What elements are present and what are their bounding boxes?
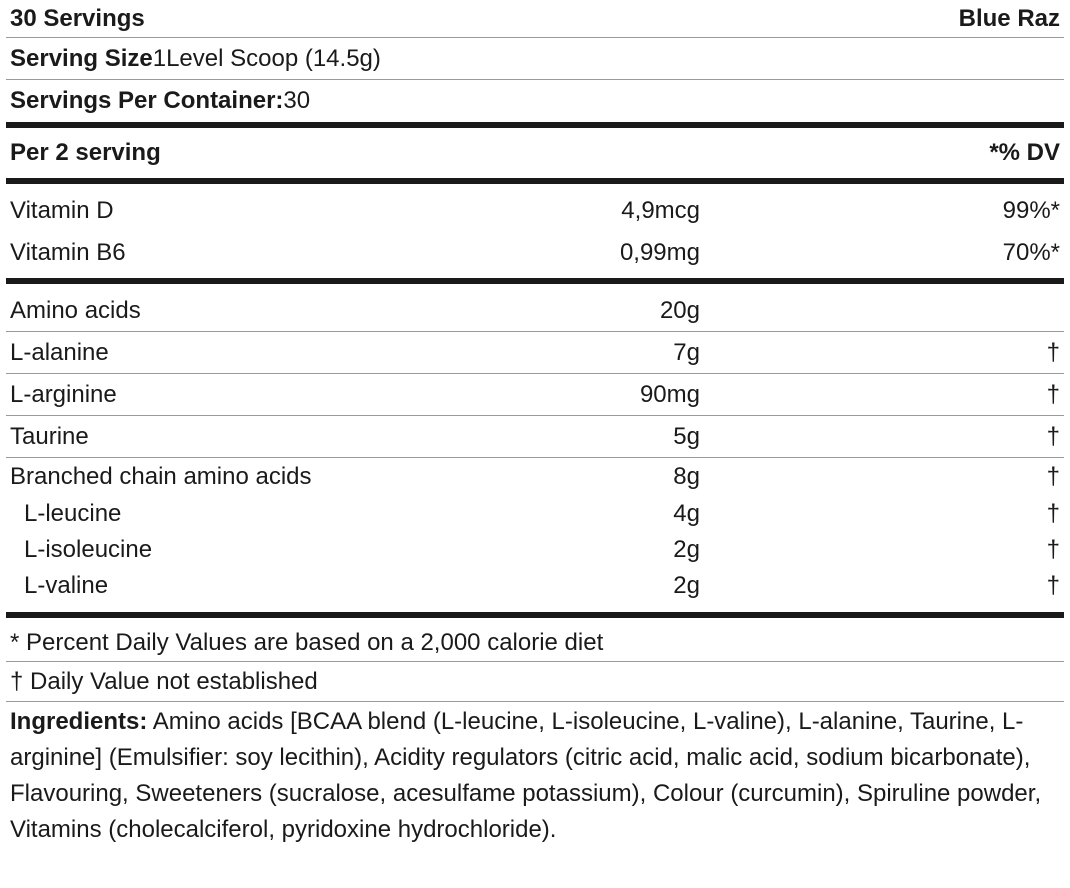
- ingredients-text: Amino acids [BCAA blend (L-leucine, L-isoleucine, L-valine), L-alanine, Taurine, L-arginine] (Emulsifier: soy lecithin), Acidity regulators (citric acid, malic acid, sodium bicarbonate), Flavouring, Sweeteners (sucralose, acesulfame potassium), Colour (curcumin), Spiruline powder, Vitamins (cholecalciferol, pyridoxine hydrochloride).: [10, 708, 1042, 843]
- nutrient-dv: 99%*: [1002, 197, 1060, 224]
- servings-count: 30 Servings: [10, 4, 145, 32]
- amino-row: [6, 496, 1064, 532]
- amino-row: [6, 332, 1064, 374]
- nutrient-name: Amino acids: [10, 296, 141, 324]
- footnote-dagger-text: † Daily Value not established: [10, 667, 318, 695]
- footnote-percent-text: * Percent Daily Values are based on a 2,000 calorie diet: [10, 628, 604, 656]
- nutrient-amount: 5g: [673, 422, 700, 450]
- nutrient-amount: 20g: [659, 296, 700, 324]
- amino-row: [6, 458, 1064, 496]
- nutrient-amount: 90mg: [639, 380, 700, 408]
- nutrient-name: Vitamin B6: [10, 239, 126, 266]
- vitamin-row: [6, 232, 1064, 274]
- serving-size-row: [6, 38, 1064, 80]
- nutrition-label: [6, 0, 1064, 848]
- amino-row: [6, 374, 1064, 416]
- servings-per-container-row: [6, 80, 1064, 128]
- ingredients-label: Ingredients:: [10, 708, 148, 735]
- nutrient-name: Branched chain amino acids: [10, 463, 312, 490]
- nutrient-amount: 2g: [673, 536, 700, 563]
- nutrient-name: L-leucine: [24, 500, 122, 527]
- nutrient-dv: †: [1046, 572, 1060, 599]
- amino-section: [6, 284, 1064, 618]
- nutrient-name: Vitamin D: [10, 197, 114, 224]
- nutrient-dv: †: [1046, 338, 1060, 366]
- nutrient-amount: 7g: [673, 338, 700, 366]
- amino-row: [6, 416, 1064, 458]
- nutrient-dv: †: [1046, 380, 1060, 408]
- serving-size-label: Serving Size: [10, 44, 153, 72]
- servings-per-container-label: Servings Per Container:: [10, 87, 284, 114]
- amino-row: [6, 532, 1064, 568]
- nutrient-dv: †: [1046, 422, 1060, 450]
- nutrient-name: L-alanine: [10, 338, 109, 366]
- vitamins-section: [6, 184, 1064, 284]
- serving-size-value: 1Level Scoop (14.5g): [152, 44, 381, 72]
- header-row: [6, 0, 1064, 38]
- nutrient-amount: 0,99mg: [619, 239, 700, 266]
- nutrient-amount: 8g: [673, 463, 700, 490]
- dv-header: *% DV: [989, 139, 1060, 166]
- nutrient-amount: 4,9mcg: [621, 197, 700, 224]
- servings-per-container-value: 30: [283, 87, 311, 114]
- nutrient-amount: 4g: [673, 500, 700, 527]
- nutrient-name: L-valine: [24, 572, 109, 599]
- nutrient-amount: 2g: [673, 572, 700, 599]
- nutrient-name: L-arginine: [10, 380, 117, 408]
- nutrient-dv: †: [1046, 463, 1060, 490]
- nutrient-name: Taurine: [10, 422, 89, 450]
- amino-row: [6, 568, 1064, 604]
- ingredients-block: [6, 702, 1064, 848]
- footnote-percent: [6, 618, 1064, 662]
- footnote-dagger: [6, 662, 1064, 702]
- nutrient-dv: †: [1046, 500, 1060, 527]
- per-serving-label: Per 2 serving: [10, 139, 161, 166]
- amino-row: [6, 290, 1064, 332]
- table-header-row: [6, 128, 1064, 184]
- nutrient-dv: 70%*: [1002, 239, 1060, 266]
- nutrient-name: L-isoleucine: [24, 536, 153, 563]
- vitamin-row: [6, 190, 1064, 232]
- nutrient-dv: †: [1046, 536, 1060, 563]
- flavor-name: Blue Raz: [958, 4, 1060, 32]
